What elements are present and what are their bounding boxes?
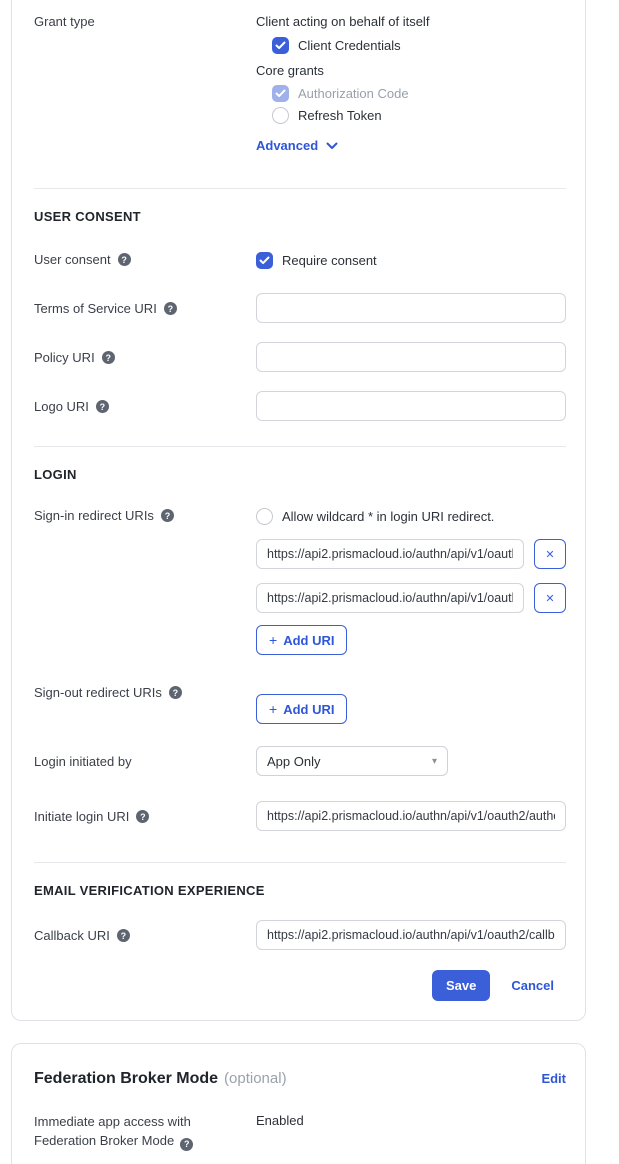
select-value: App Only [267,753,321,769]
initiate-login-label-text: Initiate login URI [34,809,130,824]
section-divider [34,446,566,447]
logo-uri-label-text: Logo URI [34,399,89,414]
logo-uri-input[interactable] [256,391,566,421]
federation-card-header [34,1070,566,1088]
help-icon[interactable]: ? [96,400,109,413]
sign-in-redirect-label [34,508,256,523]
checkmark-icon [259,256,270,265]
login-initiated-label-text: Login initiated by [34,754,132,769]
app-settings-card [11,0,586,1021]
callback-uri-input[interactable] [256,920,566,950]
callback-uri-row [34,920,566,950]
section-divider [34,862,566,863]
plus-icon: + [269,701,278,717]
authorization-code-row [272,85,566,102]
federation-mode-value: Enabled [256,1113,304,1128]
refresh-token-label: Refresh Token [298,108,382,123]
logo-uri-label [34,391,256,414]
policy-uri-row [34,342,566,372]
callback-uri-label [34,920,256,943]
login-initiated-by-select[interactable] [256,746,448,776]
save-button[interactable]: Save [432,970,490,1001]
sign-out-redirect-row [34,685,566,724]
user-consent-label [34,252,256,267]
refresh-token-checkbox[interactable] [272,107,289,124]
add-uri-label: Add URI [283,701,335,717]
authorization-code-label: Authorization Code [298,86,409,101]
terms-of-service-label [34,293,256,316]
client-group-label: Client acting on behalf of itself [256,14,430,29]
federation-broker-card [11,1043,586,1164]
section-divider [34,188,566,189]
add-sign-in-uri-button[interactable] [256,625,347,655]
require-consent-checkbox[interactable] [256,252,273,269]
require-consent-label: Require consent [282,253,377,268]
terms-of-service-row [34,293,566,323]
caret-down-icon: ▾ [431,755,437,767]
initiate-login-label [34,801,256,824]
email-verification-heading: EMAIL VERIFICATION EXPERIENCE [34,883,265,898]
login-initiated-row [34,746,566,776]
policy-uri-input[interactable] [256,342,566,372]
require-consent-row [256,252,566,269]
edit-button[interactable]: Edit [541,1071,566,1086]
remove-uri-button[interactable]: ✕ [534,583,566,613]
sign-in-redirect-row [34,508,566,655]
help-icon[interactable]: ? [136,810,149,823]
federation-mode-row [34,1112,566,1151]
logo-uri-row [34,391,566,421]
grant-type-row [34,14,566,155]
sign-in-redirect-label-text: Sign-in redirect URIs [34,508,154,523]
help-icon[interactable]: ? [169,686,182,699]
plus-icon: + [269,632,278,648]
initiate-login-row [34,801,566,831]
login-heading: LOGIN [34,467,77,482]
sign-in-uri-line-1 [256,539,566,569]
help-icon[interactable]: ? [164,302,177,315]
core-grants-label: Core grants [256,63,324,78]
client-credentials-checkbox[interactable] [272,37,289,54]
sign-in-uri-line-2 [256,583,566,613]
form-footer [34,970,566,1001]
sign-out-redirect-label [34,685,256,700]
authorization-code-checkbox [272,85,289,102]
policy-uri-label [34,342,256,365]
sign-out-redirect-label-text: Sign-out redirect URIs [34,685,162,700]
wildcard-label: Allow wildcard * in login URI redirect. [282,509,495,524]
client-credentials-row [272,37,566,54]
federation-mode-label-line1: Immediate app access with [34,1114,191,1129]
add-sign-out-uri-button[interactable] [256,694,347,724]
help-icon[interactable]: ? [117,929,130,942]
terms-of-service-label-text: Terms of Service URI [34,301,157,316]
federation-mode-label [34,1112,256,1151]
cancel-button[interactable]: Cancel [511,978,554,993]
help-icon[interactable]: ? [118,253,131,266]
add-uri-label: Add URI [283,632,335,648]
wildcard-row [256,508,566,525]
wildcard-checkbox[interactable] [256,508,273,525]
help-icon[interactable]: ? [102,351,115,364]
user-consent-row [34,252,566,269]
advanced-toggle[interactable] [256,138,338,153]
sign-in-uri-input-1[interactable] [256,539,524,569]
user-consent-heading: USER CONSENT [34,209,141,224]
checkmark-icon [275,89,286,98]
client-credentials-label: Client Credentials [298,38,401,53]
grant-type-label [34,14,256,29]
advanced-label: Advanced [256,138,319,153]
grant-type-label-text: Grant type [34,14,95,29]
federation-card-title-suffix: (optional) [224,1070,287,1087]
initiate-login-uri-input[interactable] [256,801,566,831]
checkmark-icon [275,41,286,50]
remove-uri-button[interactable]: ✕ [534,539,566,569]
federation-mode-label-line2: Federation Broker Mode [34,1133,175,1148]
chevron-down-icon [326,142,338,150]
federation-card-title: Federation Broker Mode [34,1070,219,1087]
terms-of-service-input[interactable] [256,293,566,323]
help-icon[interactable]: ? [161,509,174,522]
callback-uri-label-text: Callback URI [34,928,110,943]
refresh-token-row [272,107,566,124]
sign-in-uri-input-2[interactable] [256,583,524,613]
policy-uri-label-text: Policy URI [34,350,95,365]
user-consent-label-text: User consent [34,252,111,267]
login-initiated-label [34,746,256,769]
help-icon[interactable]: ? [180,1138,193,1151]
